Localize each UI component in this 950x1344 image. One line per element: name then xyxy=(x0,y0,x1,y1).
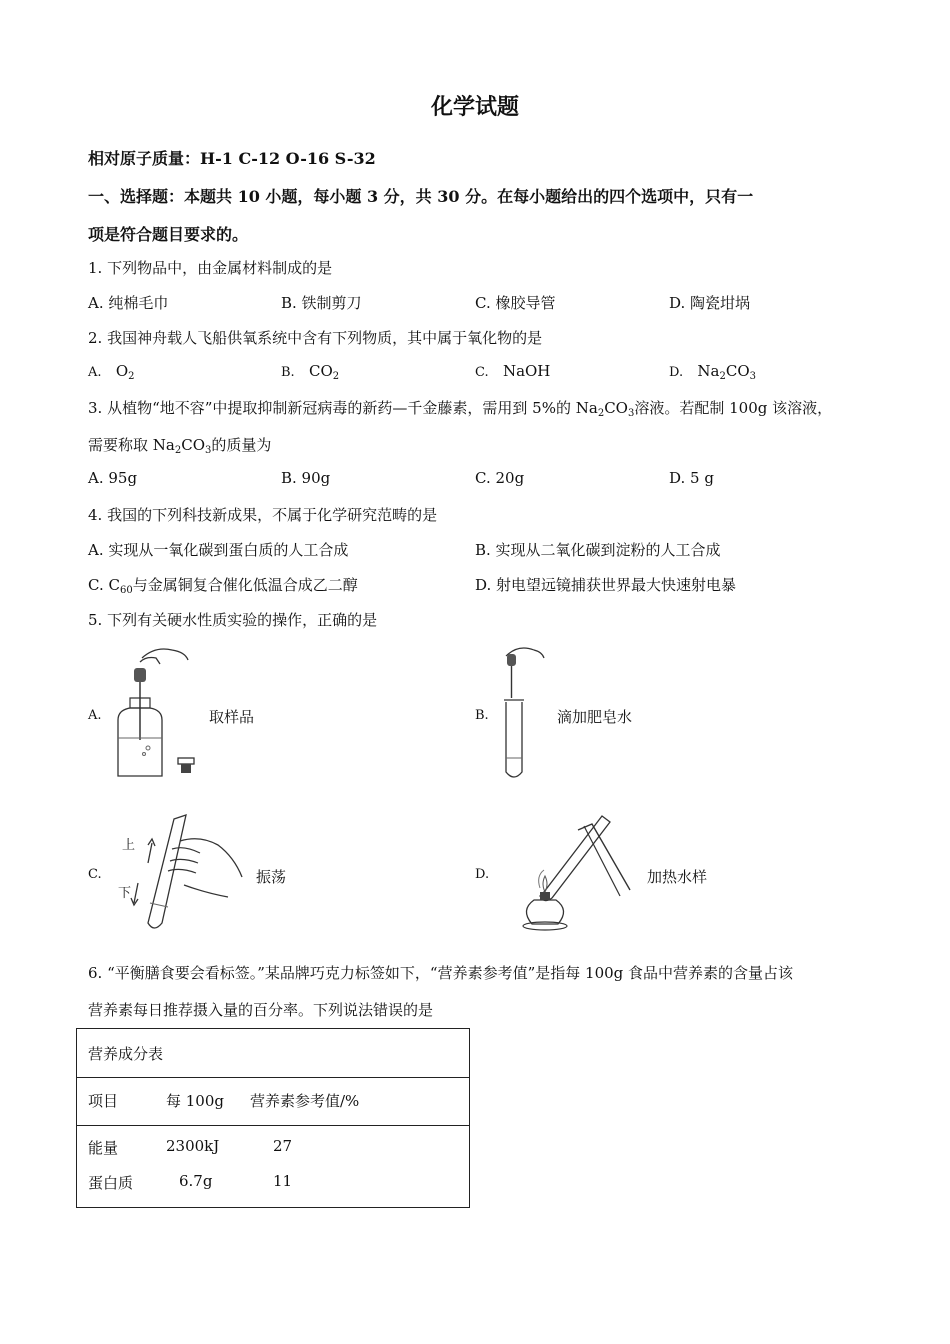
q4-option-d: D. 射电望远镜捕获世界最大快速射电暴 xyxy=(475,576,737,594)
table-cell-protein-name: 蛋白质 xyxy=(88,1174,134,1192)
q5-option-a-caption: 取样品 xyxy=(209,708,255,726)
q2-option-d-label: D. xyxy=(669,365,684,380)
table-cell-protein-value: 6.7g xyxy=(179,1172,213,1190)
q2-option-a xyxy=(88,362,135,382)
q2-option-d xyxy=(669,362,756,382)
q2-option-c-label: C. xyxy=(475,365,489,380)
q4-option-a: A. 实现从一氧化碳到蛋白质的人工合成 xyxy=(88,541,349,559)
table-header-item: 项目 xyxy=(88,1092,119,1110)
q2-option-a-formula: $O_2$ xyxy=(115,362,135,382)
q1-option-b: B. 铁制剪刀 xyxy=(281,294,362,312)
q5-option-c-label: C. xyxy=(88,867,102,882)
table-cell-energy-ref: 27 xyxy=(273,1137,293,1155)
q5-stem: 5. 下列有关硬水性质实验的操作，正确的是 xyxy=(88,611,378,629)
q5-option-c-caption: 振荡 xyxy=(256,868,287,886)
table-cell-energy-name: 能量 xyxy=(88,1139,119,1157)
q3-option-d: D. 5 g xyxy=(669,469,714,487)
q3-stem-line2: 需要称取 $Na_2CO_3$的质量为 xyxy=(88,436,272,456)
page-title: 化学试题 xyxy=(430,94,519,120)
shake-down-label: 下 xyxy=(118,886,132,901)
q5-option-d-caption: 加热水样 xyxy=(647,868,708,886)
table-cell-protein-ref: 11 xyxy=(273,1172,293,1190)
nutrition-table-title: 营养成分表 xyxy=(88,1045,164,1063)
section-heading-line2: 项是符合题目要求的。 xyxy=(88,225,249,244)
q5-option-b-caption: 滴加肥皂水 xyxy=(557,708,633,726)
q2-option-a-label: A. xyxy=(88,365,102,380)
q4-option-c: C. $C_{60}$与金属铜复合催化低温合成乙二醇 xyxy=(88,576,358,596)
shaking-tube-figure xyxy=(110,805,250,935)
section-heading-line1: 一、选择题：本题共 10 小题，每小题 3 分，共 30 分。在每小题给出的四个选项中，只有一 xyxy=(88,187,754,206)
q3-stem-line1: 3. 从植物“地不容”中提取抑制新冠病毒的新药—千金藤素，需用到 5%的 $Na_2CO_3$溶液。若配制 100g 该溶液， xyxy=(88,399,833,419)
q5-option-d-label: D. xyxy=(475,867,490,882)
nutrition-table-title-row xyxy=(77,1029,469,1078)
nutrition-table xyxy=(76,1028,470,1208)
q5-option-a-label: A. xyxy=(88,708,102,723)
q2-option-b-label: B. xyxy=(281,365,295,380)
sample-bottle-figure xyxy=(110,640,210,780)
q1-stem: 1. 下列物品中，由金属材料制成的是 xyxy=(88,259,333,277)
q2-option-c-formula: NaOH xyxy=(502,362,551,380)
q4-option-b: B. 实现从二氧化碳到淀粉的人工合成 xyxy=(475,541,721,559)
heating-tube-figure xyxy=(500,800,650,940)
q3-option-c: C. 20g xyxy=(475,469,525,487)
q1-option-a: A. 纯棉毛巾 xyxy=(88,294,169,312)
q3-option-a: A. 95g xyxy=(88,469,138,487)
nutrition-table-header-row xyxy=(77,1078,469,1126)
q6-stem-line1: 6. “平衡膳食要会看标签。”某品牌巧克力标签如下，“营养素参考值”是指每 100g 食品中营养素的含量占该 xyxy=(88,964,794,982)
atomic-mass-line: 相对原子质量：H-1 C-12 O-16 S-32 xyxy=(88,149,376,168)
q2-option-c xyxy=(475,362,550,380)
table-cell-energy-value: 2300kJ xyxy=(166,1137,220,1155)
table-header-reference: 营养素参考值/% xyxy=(250,1092,360,1110)
q5-option-b-label: B. xyxy=(475,708,489,723)
q2-option-b-formula: $CO_2$ xyxy=(309,362,340,382)
q1-option-c: C. 橡胶导管 xyxy=(475,294,556,312)
soap-water-dropper-figure xyxy=(490,640,560,785)
q2-option-b xyxy=(281,362,339,382)
q1-option-d: D. 陶瓷坩埚 xyxy=(669,294,751,312)
q4-stem: 4. 我国的下列科技新成果，不属于化学研究范畴的是 xyxy=(88,506,438,524)
q2-option-d-formula: $Na_2CO_3$ xyxy=(697,362,757,382)
q6-stem-line2: 营养素每日推荐摄入量的百分率。下列说法错误的是 xyxy=(88,1001,434,1019)
shake-up-label: 上 xyxy=(122,838,136,853)
table-header-per100g: 每 100g xyxy=(166,1092,225,1110)
q3-option-b: B. 90g xyxy=(281,469,331,487)
q2-stem: 2. 我国神舟载人飞船供氧系统中含有下列物质，其中属于氧化物的是 xyxy=(88,329,543,347)
